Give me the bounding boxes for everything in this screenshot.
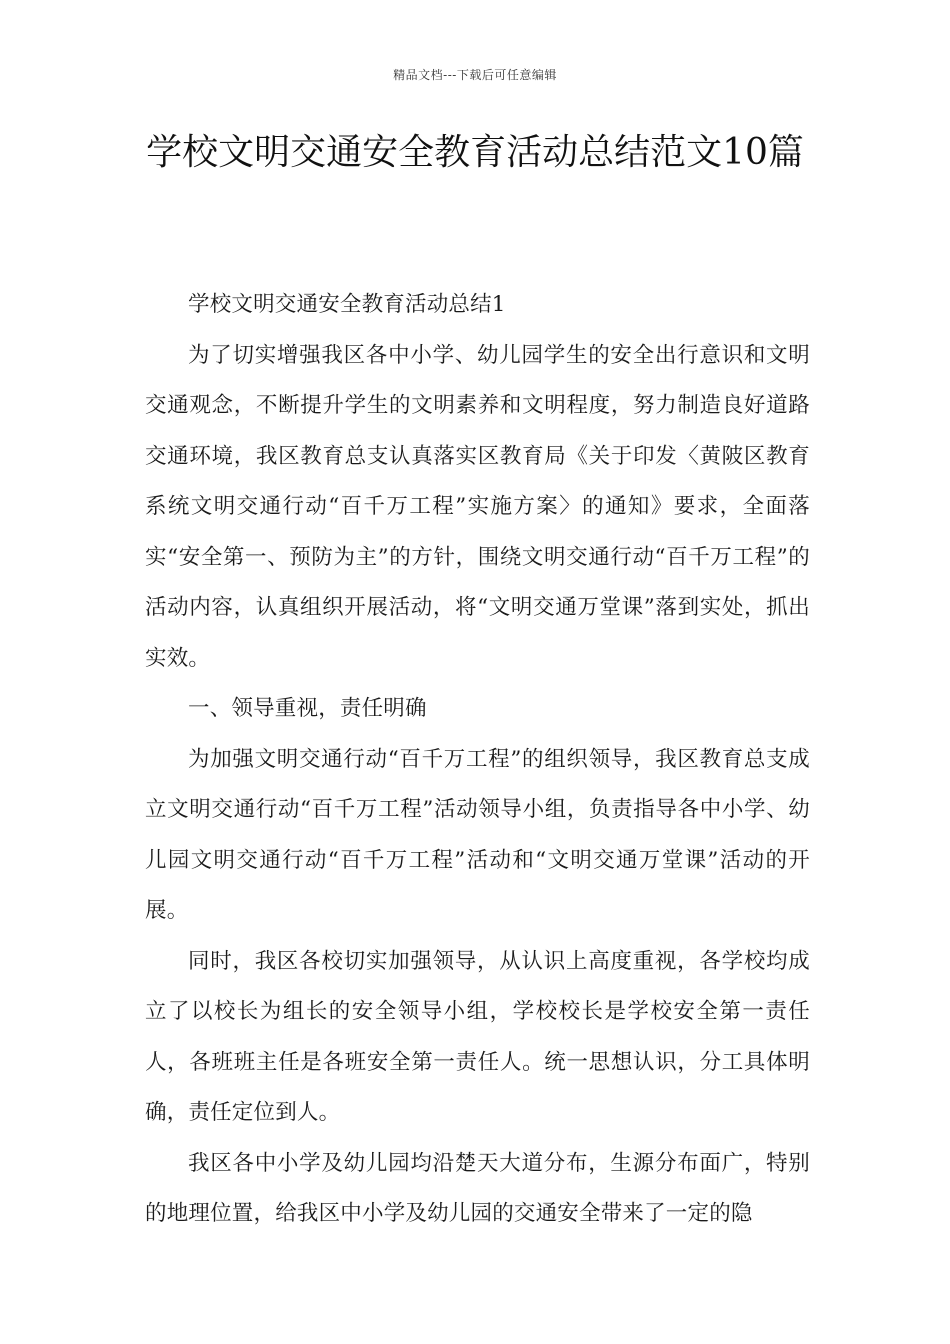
section-heading: 学校文明交通安全教育活动总结1 bbox=[188, 292, 506, 317]
paragraph: 同时，我区各校切实加强领导，从认识上高度重视，各学校均成立了以校长为组长的安全领导小组，学校校长是学校安全第一责任人，各班班主任是各班安全第一责任人。统一思想认识，分工具体明确，责任定位到人。 bbox=[145, 948, 810, 1125]
paragraph: 为加强文明交通行动“百千万工程”的组织领导，我区教育总支成立文明交通行动“百千万工程”活动领导小组，负责指导各中小学、幼儿园文明交通行动“百千万工程”活动和“文明交通万堂课”活动的开展。 bbox=[145, 746, 810, 923]
paragraph: 为了切实增强我区各中小学、幼儿园学生的安全出行意识和文明交通观念，不断提升学生的文明素养和文明程度，努力制造良好道路交通环境，我区教育总支认真落实区教育局《关于印发〈黄陂区教育系统文明交通行动“百千万工程”实施方案〉的通知》要求，全面落实“安全第一、预防为主”的方针，围绕文明交通行动“百千万工程”的活动内容，认真组织开展活动，将“文明交通万堂课”落到实处，抓出实效。 bbox=[145, 342, 810, 671]
paragraph: 我区各中小学及幼儿园均沿楚天大道分布，生源分布面广，特别的地理位置，给我区中小学及幼儿园的交通安全带来了一定的隐 bbox=[145, 1150, 810, 1226]
header-note: 精品文档---下载后可任意编辑 bbox=[393, 68, 557, 82]
document-title: 学校文明交通安全教育活动总结范文10篇 bbox=[146, 132, 804, 173]
document-body bbox=[145, 280, 810, 1240]
subsection-heading: 一、领导重视，责任明确 bbox=[188, 696, 427, 721]
